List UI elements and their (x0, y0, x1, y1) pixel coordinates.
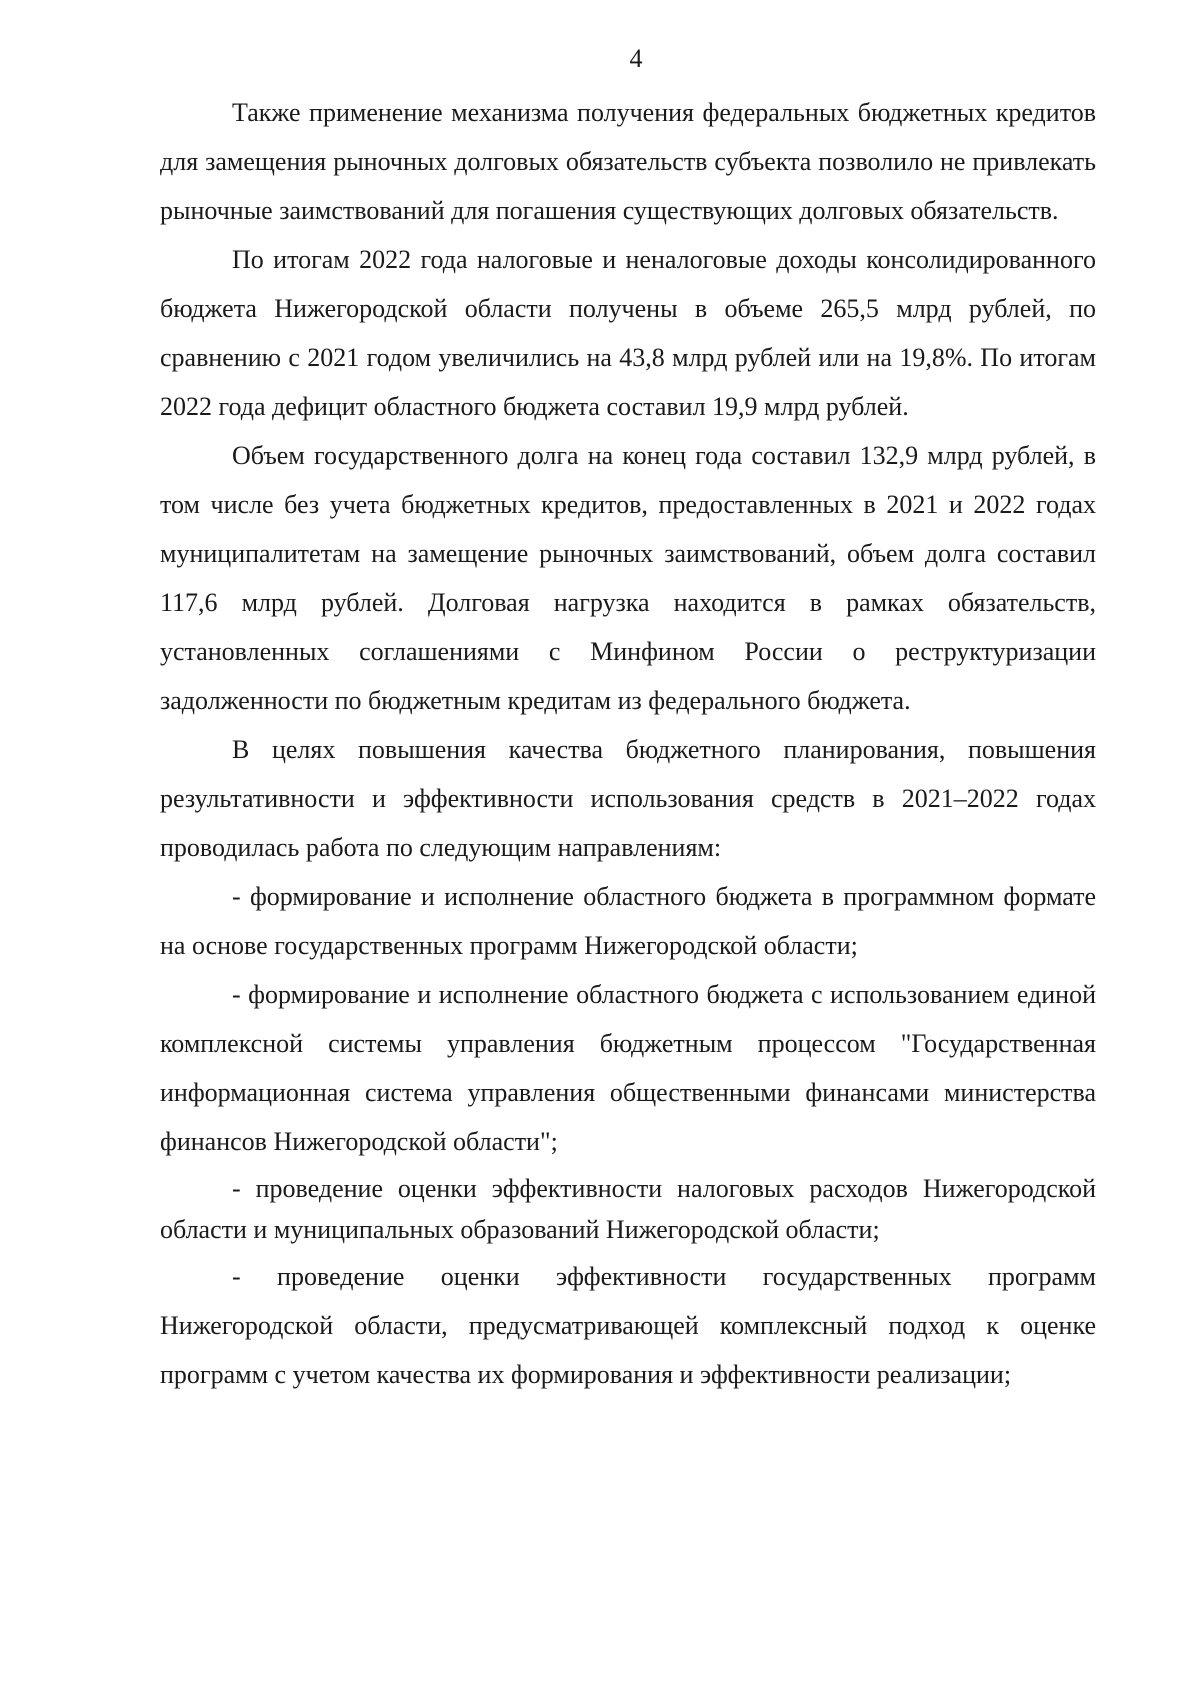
page-number: 4 (629, 44, 643, 73)
paragraph-revenue-2022: По итогам 2022 года налоговые и неналоговые доходы консолидированного бюджета Нижегородской области получены в объеме 265,5 млрд рублей, по сравнению с 2021 годом увеличились на 43,8 млрд рублей или на 19,8%. По итогам 2022 года дефицит областного бюджета составил 19,9 млрд рублей. (160, 245, 1096, 421)
paragraph-state-debt: Объем государственного долга на конец года составил 132,9 млрд рублей, в том числе без учета бюджетных кредитов, предоставленных в 2021 и 2022 годах муниципалитетам на замещение рыночных заимствований, объем долга составил 117,6 млрд рублей. Долговая нагрузка находится в рамках обязательств, установленных соглашениями с Минфином России о реструктуризации задолженности по бюджетным кредитам из федерального бюджета. (160, 441, 1096, 715)
list-item-program-format: - формирование и исполнение областного бюджета в программном формате на основе государственных программ Нижегородской области; (160, 882, 1096, 960)
paragraph-budget-planning: В целях повышения качества бюджетного планирования, повышения результативности и эффективности использования средств в 2021–2022 годах проводилась работа по следующим направлениям: (160, 735, 1096, 862)
paragraph-federal-credits: Также применение механизма получения федеральных бюджетных кредитов для замещения рыночных долговых обязательств субъекта позволило не привлекать рыночные заимствований для погашения существующих долговых обязательств. (160, 98, 1096, 225)
list-item-state-programs: - проведение оценки эффективности государственных программ Нижегородской области, предусматривающей комплексный подход к оценке программ с учетом качества их формирования и эффективности реализации; (160, 1262, 1096, 1389)
list-item-tax-expenditures: - проведение оценки эффективности налоговых расходов Нижегородской области и муниципальных образований Нижегородской области; (160, 1174, 1096, 1244)
list-item-information-system: - формирование и исполнение областного бюджета с использованием единой комплексной системы управления бюджетным процессом "Государственная информационная система управления общественными финансами министерства финансов Нижегородской области"; (160, 980, 1096, 1156)
